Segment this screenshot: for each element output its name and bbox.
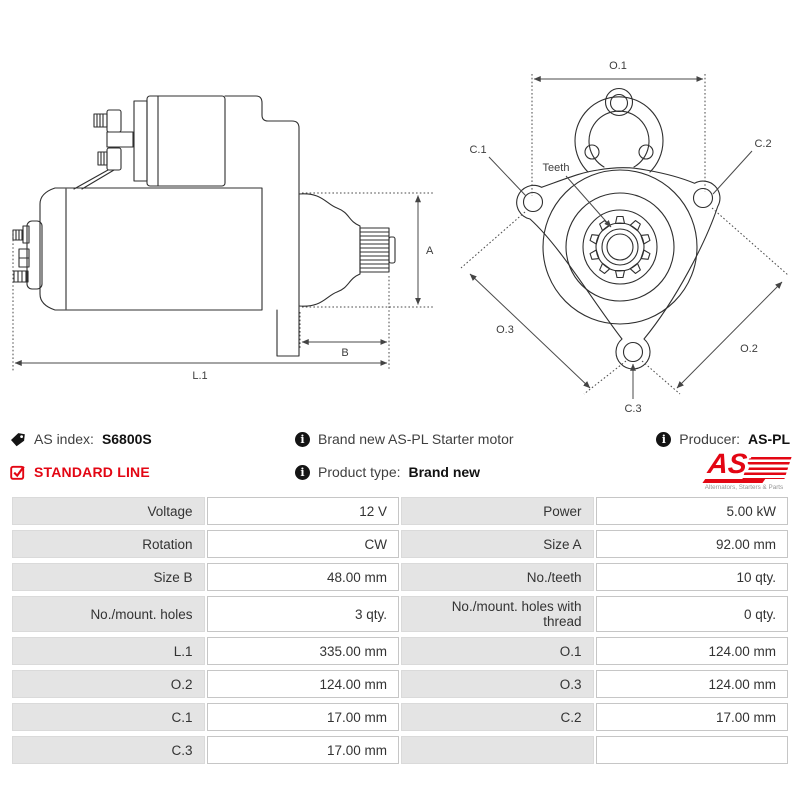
spec-table [10, 492, 790, 769]
logo-stripes [742, 457, 791, 479]
spec-label-cell: C.3 [12, 736, 205, 764]
dim-label-c3: C.3 [624, 403, 642, 415]
dim-label-c1: C.1 [469, 144, 487, 156]
spec-value-cell: 124.00 mm [596, 637, 789, 665]
starter-side-view [13, 96, 434, 382]
spec-value-cell: 17.00 mm [207, 736, 400, 764]
spec-value-cell: 17.00 mm [207, 703, 400, 731]
table-row [12, 596, 788, 632]
logo-underline [703, 479, 765, 483]
product-type-label: Product type: [318, 464, 401, 480]
spec-value-cell: CW [207, 530, 400, 558]
producer-value: AS-PL [748, 431, 790, 447]
spec-label-cell: Rotation [12, 530, 205, 558]
as-pl-logo [698, 448, 790, 491]
spec-value-cell: 92.00 mm [596, 530, 789, 558]
spec-label-cell: Size A [401, 530, 594, 558]
tag-icon [10, 431, 26, 447]
producer-item [575, 431, 790, 447]
spec-value-cell [596, 736, 789, 764]
spec-label-cell: L.1 [12, 637, 205, 665]
dim-label-a: A [426, 245, 434, 257]
as-index-item [10, 431, 295, 447]
spec-label-cell: Power [401, 497, 594, 525]
spec-value-cell: 10 qty. [596, 563, 789, 591]
dim-label-b: B [341, 347, 349, 359]
dim-label-c2: C.2 [754, 138, 772, 150]
mount-hole-right [694, 189, 713, 208]
table-row [12, 530, 788, 558]
side-view-outline [13, 96, 395, 356]
info-icon: i [656, 432, 671, 447]
logo-caption: Alternators, Starters & Parts [704, 484, 784, 491]
spec-value-cell: 3 qty. [207, 596, 400, 632]
logo-text: AS [706, 448, 749, 479]
product-info-band [10, 424, 790, 490]
dim-label-l1: L.1 [192, 370, 208, 382]
spec-value-cell: 124.00 mm [207, 670, 400, 698]
spec-label-cell: Size B [12, 563, 205, 591]
producer-label: Producer: [679, 431, 740, 447]
table-row [12, 637, 788, 665]
spec-label-cell: No./mount. holes with thread [401, 596, 594, 632]
front-view-outline [517, 89, 720, 369]
side-view-dimensions [13, 193, 434, 382]
spec-value-cell: 12 V [207, 497, 400, 525]
table-row [12, 736, 788, 764]
spec-label-cell [401, 736, 594, 764]
spec-value-cell: 335.00 mm [207, 637, 400, 665]
mount-hole-left [524, 193, 543, 212]
spec-label-cell: O.2 [12, 670, 205, 698]
front-view-dimensions [461, 60, 788, 415]
description-item [295, 431, 575, 447]
info-icon: i [295, 465, 310, 480]
spec-label-cell: C.2 [401, 703, 594, 731]
as-index-value: S6800S [101, 431, 152, 447]
brand-logo-item [575, 448, 790, 491]
as-index-label: AS index: [34, 431, 94, 447]
dim-label-o3: O.3 [496, 324, 514, 336]
dim-label-o1: O.1 [609, 60, 627, 72]
table-row [12, 497, 788, 525]
spec-value-cell: 17.00 mm [596, 703, 789, 731]
table-row [12, 563, 788, 591]
product-line-label: STANDARD LINE [34, 464, 150, 480]
mount-hole-bottom [624, 343, 643, 362]
dim-label-o2: O.2 [740, 343, 758, 355]
table-row [12, 703, 788, 731]
spec-value-cell: 0 qty. [596, 596, 789, 632]
table-row [12, 670, 788, 698]
dim-label-teeth: Teeth [542, 162, 570, 174]
product-line-item [10, 464, 295, 480]
checkbox-checked-icon [10, 464, 26, 480]
spec-label-cell: No./mount. holes [12, 596, 205, 632]
description-text: Brand new AS-PL Starter motor [318, 431, 514, 447]
pinion-gear [590, 217, 651, 278]
spec-value-cell: 5.00 kW [596, 497, 789, 525]
spec-value-cell: 48.00 mm [207, 563, 400, 591]
spec-label-cell: Voltage [12, 497, 205, 525]
spec-label-cell: O.3 [401, 670, 594, 698]
starter-front-view [461, 60, 788, 415]
product-type-value: Brand new [408, 464, 481, 480]
spec-label-cell: O.1 [401, 637, 594, 665]
spec-label-cell: C.1 [12, 703, 205, 731]
product-type-item [295, 464, 575, 480]
info-icon: i [295, 432, 310, 447]
spec-label-cell: No./teeth [401, 563, 594, 591]
spec-value-cell: 124.00 mm [596, 670, 789, 698]
